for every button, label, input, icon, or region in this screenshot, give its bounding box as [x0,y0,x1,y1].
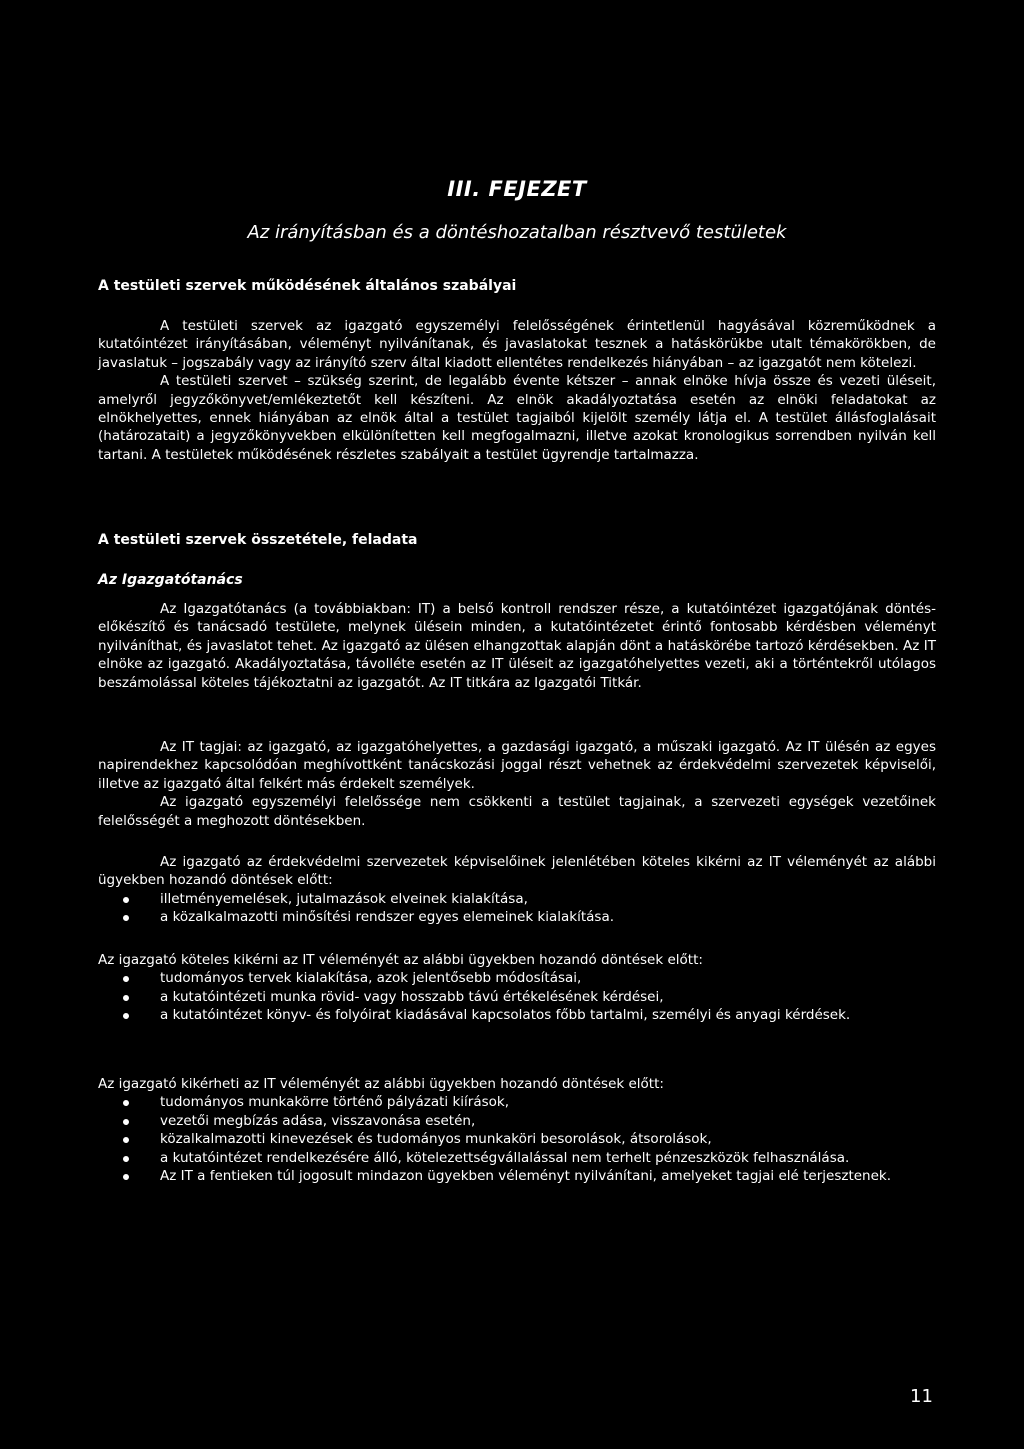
paragraph: Az igazgató kikérheti az IT véleményét az alábbi ügyekben hozandó döntések előtt: [98,1076,664,1092]
section-title-general-rules: A testületi szervek működésének általános szabályai [98,278,517,294]
bullet-icon [123,1100,129,1106]
bullet-icon [123,897,129,903]
bullet-icon [123,1156,129,1162]
paragraph: A testületi szervek az igazgató egyszemélyi felelősségének érintetlenül hagyásával közreműködnek a kutatóintézet irányításában, véleményt nyilvánítanak, és javaslatokat tesznek a hatáskörükbe utalt témakörökben, de javaslatuk – jogszabály vagy az irányító szerv által kiadott ellentétes rendelkezés hiányában – az igazgatót nem kötelezi. [98,318,936,371]
bullet-icon [123,995,129,1001]
general-rules-text [98,317,936,464]
bullet-icon [123,915,129,921]
board-members [98,738,936,830]
bullet-list [98,1093,936,1185]
list-item: illetményemelések, jutalmazások elveinek kialakítása, [98,890,936,908]
paragraph: Az igazgató köteles kikérni az IT véleményét az alábbi ügyekben hozandó döntések előtt: [98,952,703,968]
paragraph: Az IT tagjai: az igazgató, az igazgatóhelyettes, a gazdasági igazgató, a műszaki igazgató. Az IT ülésén az egyes napirendekhez kapcsolódóan meghívottként tanácskozási joggal részt vehetnek az érdekvédelmi szervezetek képviselői, illetve az igazgató által felkért más érdekelt személyek. [98,739,936,792]
board-description [98,600,936,692]
list-item: a kutatóintézet rendelkezésére álló, kötelezettségvállalással nem terhelt pénzeszközök felhasználása. [98,1149,936,1167]
subsection-title-board: Az Igazgatótanács [98,572,243,588]
paragraph: Az igazgató egyszemélyi felelőssége nem csökkenti a testület tagjainak, a szervezeti egységek vezetőinek felelősségét a meghozott döntésekben. [98,794,936,829]
list-item: Az IT a fentieken túl jogosult mindazon ügyekben véleményt nyilvánítani, amelyeket tagjai elé terjesztenek. [98,1167,936,1185]
section-title-composition: A testületi szervek összetétele, feladata [98,532,418,548]
paragraph: A testületi szervet – szükség szerint, de legalább évente kétszer – annak elnöke hívja össze és vezeti üléseit, amelyről jegyzőkönyvet/emlékeztetőt kell készíteni. Az elnök akadályoztatása esetén az elnöki feladatokat az elnökhelyettes, ennek hiányában az elnök által a testület tagjaiból kijelölt személy látja el. A testület állásfoglalásait (határozatait) a jegyzőkönyvekben elkülönítetten kell megfogalmazni, illetve azokat kronologikus sorrendben nyilván kell tartani. A testületek működésének részletes szabályait a testület ügyrendje tartalmazza. [98,373,936,463]
bullet-list [98,969,936,1024]
bullet-icon [123,1119,129,1125]
bullet-icon [123,976,129,982]
list-item: tudományos tervek kialakítása, azok jelentősebb módosításai, [98,969,936,987]
bullet-list [98,890,936,927]
optional-opinion [98,1075,936,1185]
bullet-icon [123,1137,129,1143]
page-number: 11 [910,1386,933,1407]
paragraph: Az Igazgatótanács (a továbbiakban: IT) a belső kontroll rendszer része, a kutatóintézet igazgatójának döntés-előkészítő és tanácsadó testülete, melynek ülésein minden, a kutatóintézetet érintő fontosabb kérdésben véleményt nyilváníthat, és javaslatot tehet. Az igazgató az ülésen elhangzottak alapján dönt a hatáskörébe tartozó kérdésekben. Az IT elnöke az igazgató. Akadályoztatása, távolléte esetén az IT üléseit az igazgatóhelyettes vezeti, aki a történtekről utólagos beszámolással köteles tájékoztatni az igazgatót. Az IT titkára az Igazgatói Titkár. [98,601,936,691]
list-item: a közalkalmazotti minősítési rendszer egyes elemeinek kialakítása. [98,908,936,926]
mandatory-with-unions [98,853,936,927]
bullet-icon [123,1013,129,1019]
list-item: a kutatóintézeti munka rövid- vagy hosszabb távú értékelésének kérdései, [98,988,936,1006]
chapter-subtitle: Az irányításban és a döntéshozatalban résztvevő testületek [247,222,787,243]
list-item: tudományos munkakörre történő pályázati kiírások, [98,1093,936,1111]
bullet-icon [123,1174,129,1180]
list-item: a kutatóintézet könyv- és folyóirat kiadásával kapcsolatos főbb tartalmi, személyi és anyagi kérdések. [98,1006,936,1024]
list-item: közalkalmazotti kinevezések és tudományos munkaköri besorolások, átsorolások, [98,1130,936,1148]
list-item: vezetői megbízás adása, visszavonása esetén, [98,1112,936,1130]
mandatory-opinion [98,951,936,1025]
paragraph: Az igazgató az érdekvédelmi szervezetek képviselőinek jelenlétében köteles kikérni az IT véleményét az alábbi ügyekben hozandó döntések előtt: [98,854,936,889]
chapter-heading: III. FEJEZET [447,177,587,201]
